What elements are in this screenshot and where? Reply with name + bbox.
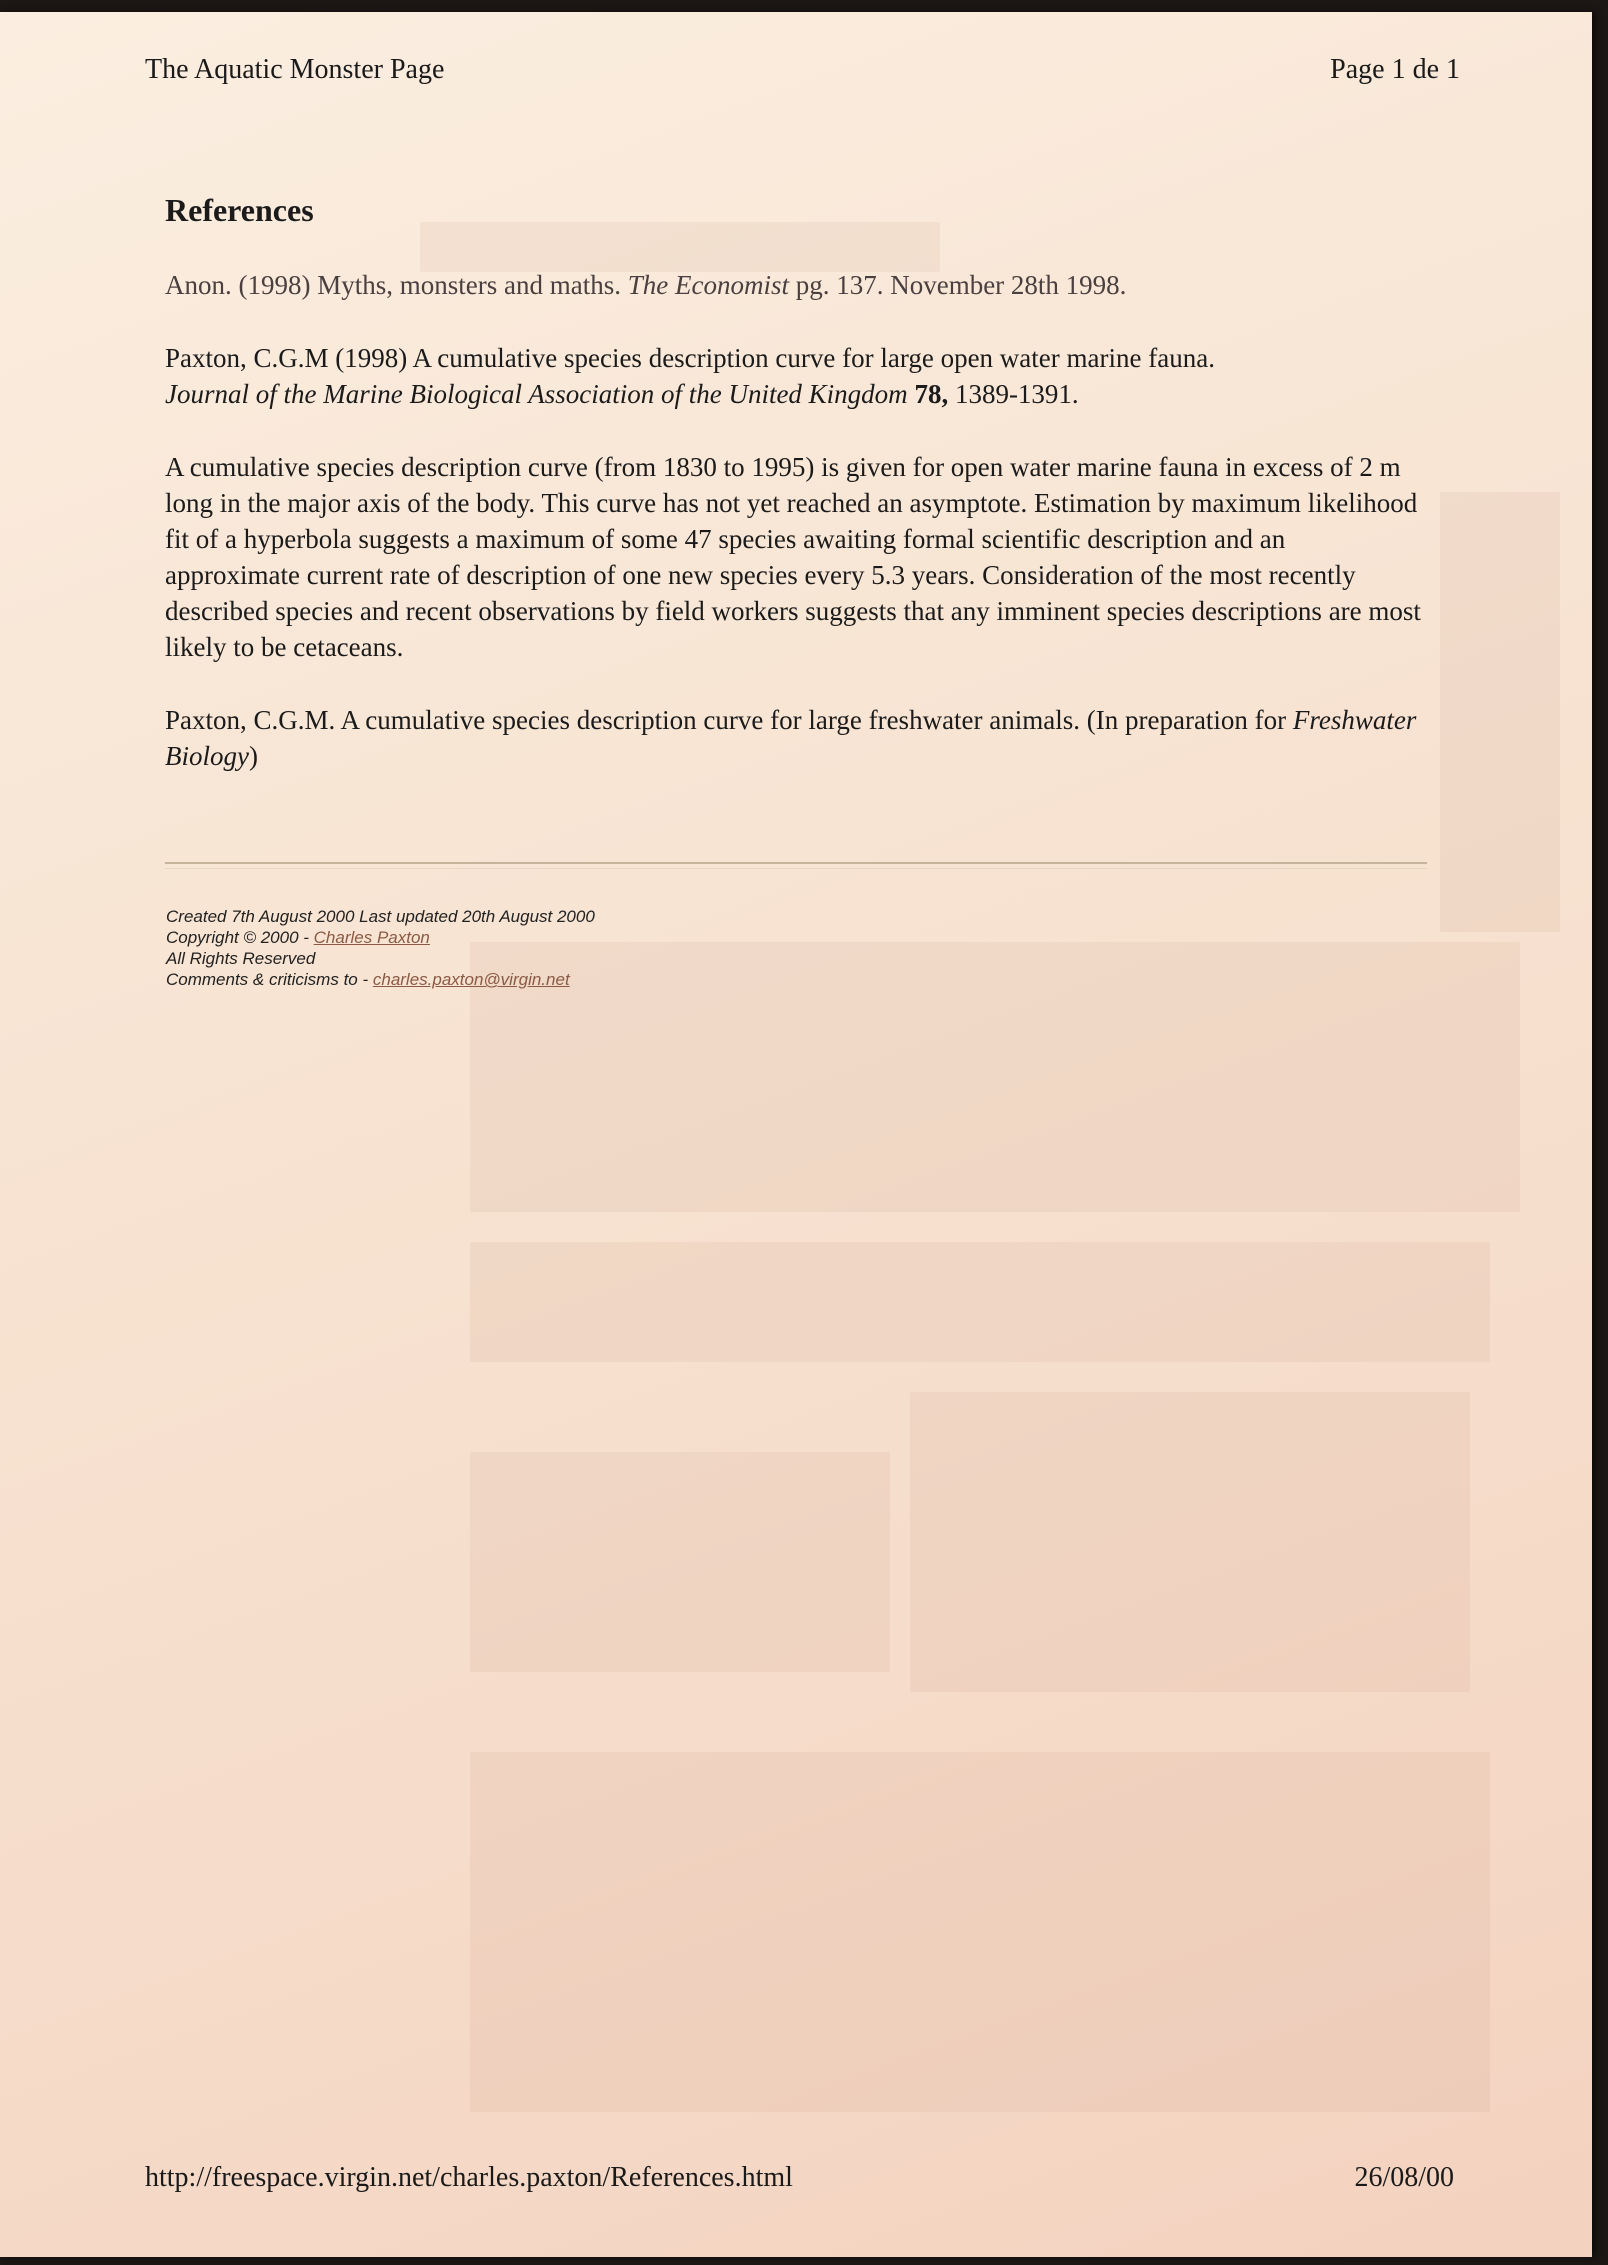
ref1-details: pg. 137. November 28th 1998. — [788, 270, 1127, 300]
comments-line — [166, 969, 595, 990]
show-through-block — [470, 1452, 890, 1672]
ref3-close: ) — [248, 741, 258, 771]
show-through-block — [470, 942, 1520, 1212]
reference-paxton-freshwater — [165, 702, 1425, 774]
abstract-paragraph: A cumulative species description curve (from 1830 to 1995) is given for open water marine fauna in excess of 2 m long in the major axis of the body. This curve has not yet reached an asymptote. Estimation by maximum likelihood fit of a hyperbola suggests a maximum of some 47 species awaiting formal scientific description and an approximate current rate of description of one new species every 5.3 years. Consideration of the most recently described species and recent observations by field workers suggests that any imminent species descriptions are most likely to be cetaceans. — [165, 452, 1421, 662]
print-header-title: The Aquatic Monster Page — [145, 54, 445, 85]
page-footer-note — [166, 906, 595, 990]
page-title: References — [165, 192, 314, 228]
print-footer-date: 26/08/00 — [1354, 2162, 1454, 2193]
copyright-line — [166, 927, 595, 948]
horizontal-divider — [165, 862, 1427, 869]
print-header-page-number: Page 1 de 1 — [1330, 54, 1460, 85]
show-through-block — [1440, 492, 1560, 932]
copyright-text: Copyright © 2000 - — [166, 928, 314, 947]
reference-anon-1998 — [165, 267, 1425, 303]
ref3-text: Paxton, C.G.M. A cumulative species description curve for large freshwater animals. (In preparation for — [165, 705, 1293, 735]
author-link[interactable]: Charles Paxton — [313, 928, 430, 947]
rights-line: All Rights Reserved — [166, 949, 316, 968]
show-through-block — [470, 1752, 1490, 2112]
ref3-journal: Freshwater Biology — [165, 705, 1417, 771]
email-link[interactable]: charles.paxton@virgin.net — [372, 970, 570, 989]
show-through-block — [470, 1242, 1490, 1362]
reference-paxton-1998 — [165, 340, 1425, 412]
ref1-text: Anon. (1998) Myths, monsters and maths. — [165, 270, 628, 300]
ref2-volume: 78, — [914, 379, 949, 409]
ref1-journal: The Economist — [627, 270, 789, 300]
print-footer-url: http://freespace.virgin.net/charles.paxton/References.html — [145, 2162, 793, 2193]
show-through-block — [910, 1392, 1470, 1692]
ref2-text: Paxton, C.G.M (1998) A cumulative species description curve for large open water marine fauna. — [165, 343, 1215, 373]
main-content — [165, 192, 1425, 811]
created-updated-line: Created 7th August 2000 Last updated 20th August 2000 — [166, 907, 595, 926]
ref2-pages: 1389-1391. — [948, 379, 1079, 409]
ref2-journal: Journal of the Marine Biological Association of the United Kingdom — [165, 379, 908, 409]
comments-text: Comments & criticisms to - — [166, 970, 373, 989]
printed-page — [0, 12, 1592, 2257]
